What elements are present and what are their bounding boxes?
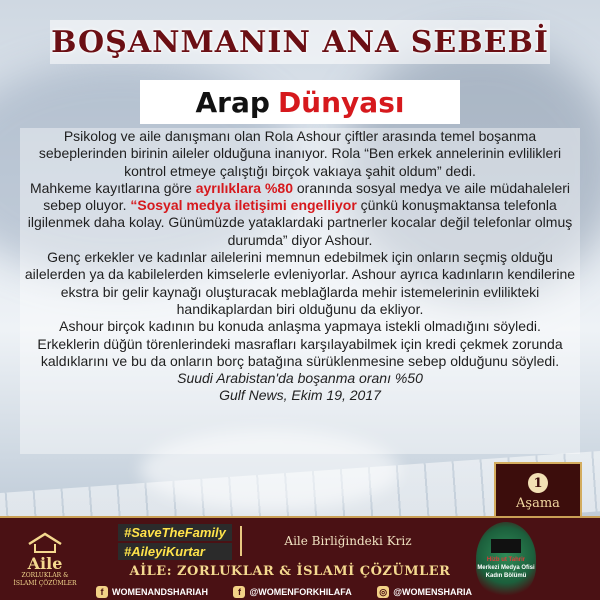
emblem-text: Hizb ut Tahrir [486,556,526,563]
article-text: oranında sosyal medya ve aile müdahaleleri sebep oluyor. [43,179,571,214]
facebook-icon: f [96,586,108,598]
social-handle: WOMENANDSHARIAH [112,587,208,597]
article-body [20,128,580,454]
hashtag[interactable]: #AileyiKurtar [118,543,232,560]
series-title: AİLE: ZORLUKLAR & İSLAMİ ÇÖZÜMLER [129,564,451,579]
highlight-text: “Sosyal medya iletişimi engelliyor [130,197,357,214]
hashtags [118,524,232,562]
campaign-title: Aile Birliğindeki Kriz [284,534,412,548]
subtitle-red: Dünyası [277,85,405,119]
house-icon [27,532,63,554]
article-paragraph [20,180,580,249]
article-text: çünkü konuşmaktansa telefonla ilgilenmek daha kolay. Günümüzde yataklardaki partnerler kocalar değil telefonlar olmuş durumda” diyor Ashour. [27,197,573,248]
stage-label: Aşama [516,496,560,511]
article-paragraph: Genç erkekler ve kadınlar ailelerini memnun edebilmek için onların seçmiş olduğu ailelerden ya da kabilelerden kimselerle evleniyorlar. Ashour ayrıca kadınların kendilerine ekstra bir gelir kaynağı oluşturacak meblağlarda mehir istemelerinin evlilikteki handikaplardan biri olduğunu da ekliyor. [24,249,576,317]
facebook-icon: f [233,586,245,598]
article-text: Mahkeme kayıtlarına göre [29,179,196,196]
social-handle: @WOMENSHARIA [393,587,472,597]
logo-subtitle: İSLAMİ ÇÖZÜMLER [13,580,77,587]
highlight-text: ayrılıklara %80 [195,179,293,196]
source-line: Gulf News, Ekim 19, 2017 [219,387,381,404]
social-link[interactable] [233,586,351,598]
article-paragraph: Ashour birçok kadının bu konuda anlaşma yapmaya istekli olmadığını söyledi. [59,318,541,335]
stage-badge [494,462,582,520]
emblem-text: Merkezi Medya Ofisi [477,564,535,571]
social-link[interactable] [377,586,472,598]
flag-icon [491,539,521,553]
social-links [96,584,472,600]
logo-title: Aile [27,554,63,573]
source-line: Suudi Arabistan'da boşanma oranı %50 [177,370,423,387]
subtitle-black: Arap [195,85,270,119]
hashtag[interactable]: #SaveTheFamily [118,524,232,541]
social-link[interactable] [96,586,208,598]
article-paragraph: Psikolog ve aile danışmanı olan Rola Ashour çiftler arasında temel boşanma sebeplerinden birinin aileler olduğuna inanıyor. Rola “Ben erkek annelerinin evlilikleri kontrol etmeye çalıştığı birçok vakıaya şahit oldum” dedi. [38,128,562,179]
title-band [0,10,600,74]
instagram-icon: ◎ [377,586,389,598]
logo-subtitle: ZORLUKLAR & [21,572,69,579]
footer [0,516,600,600]
page-title: BOŞANMANIN ANA SEBEBİ [51,24,549,60]
divider [240,526,242,556]
emblem-text: Kadın Bölümü [485,572,527,579]
article-paragraph: Erkeklerin düğün törenlerindeki masrafları karşılayabilmek için kredi çekmek zorunda kaldıklarını ve bu da onların borç batağına sürüklenmesine sebep olduğunu söyledi. [37,335,563,369]
social-handle: @WOMENFORKHILAFA [249,587,352,597]
media-office-emblem [476,522,536,596]
stage-number: 1 [528,473,548,493]
subtitle [140,80,460,124]
aile-logo [6,524,84,596]
